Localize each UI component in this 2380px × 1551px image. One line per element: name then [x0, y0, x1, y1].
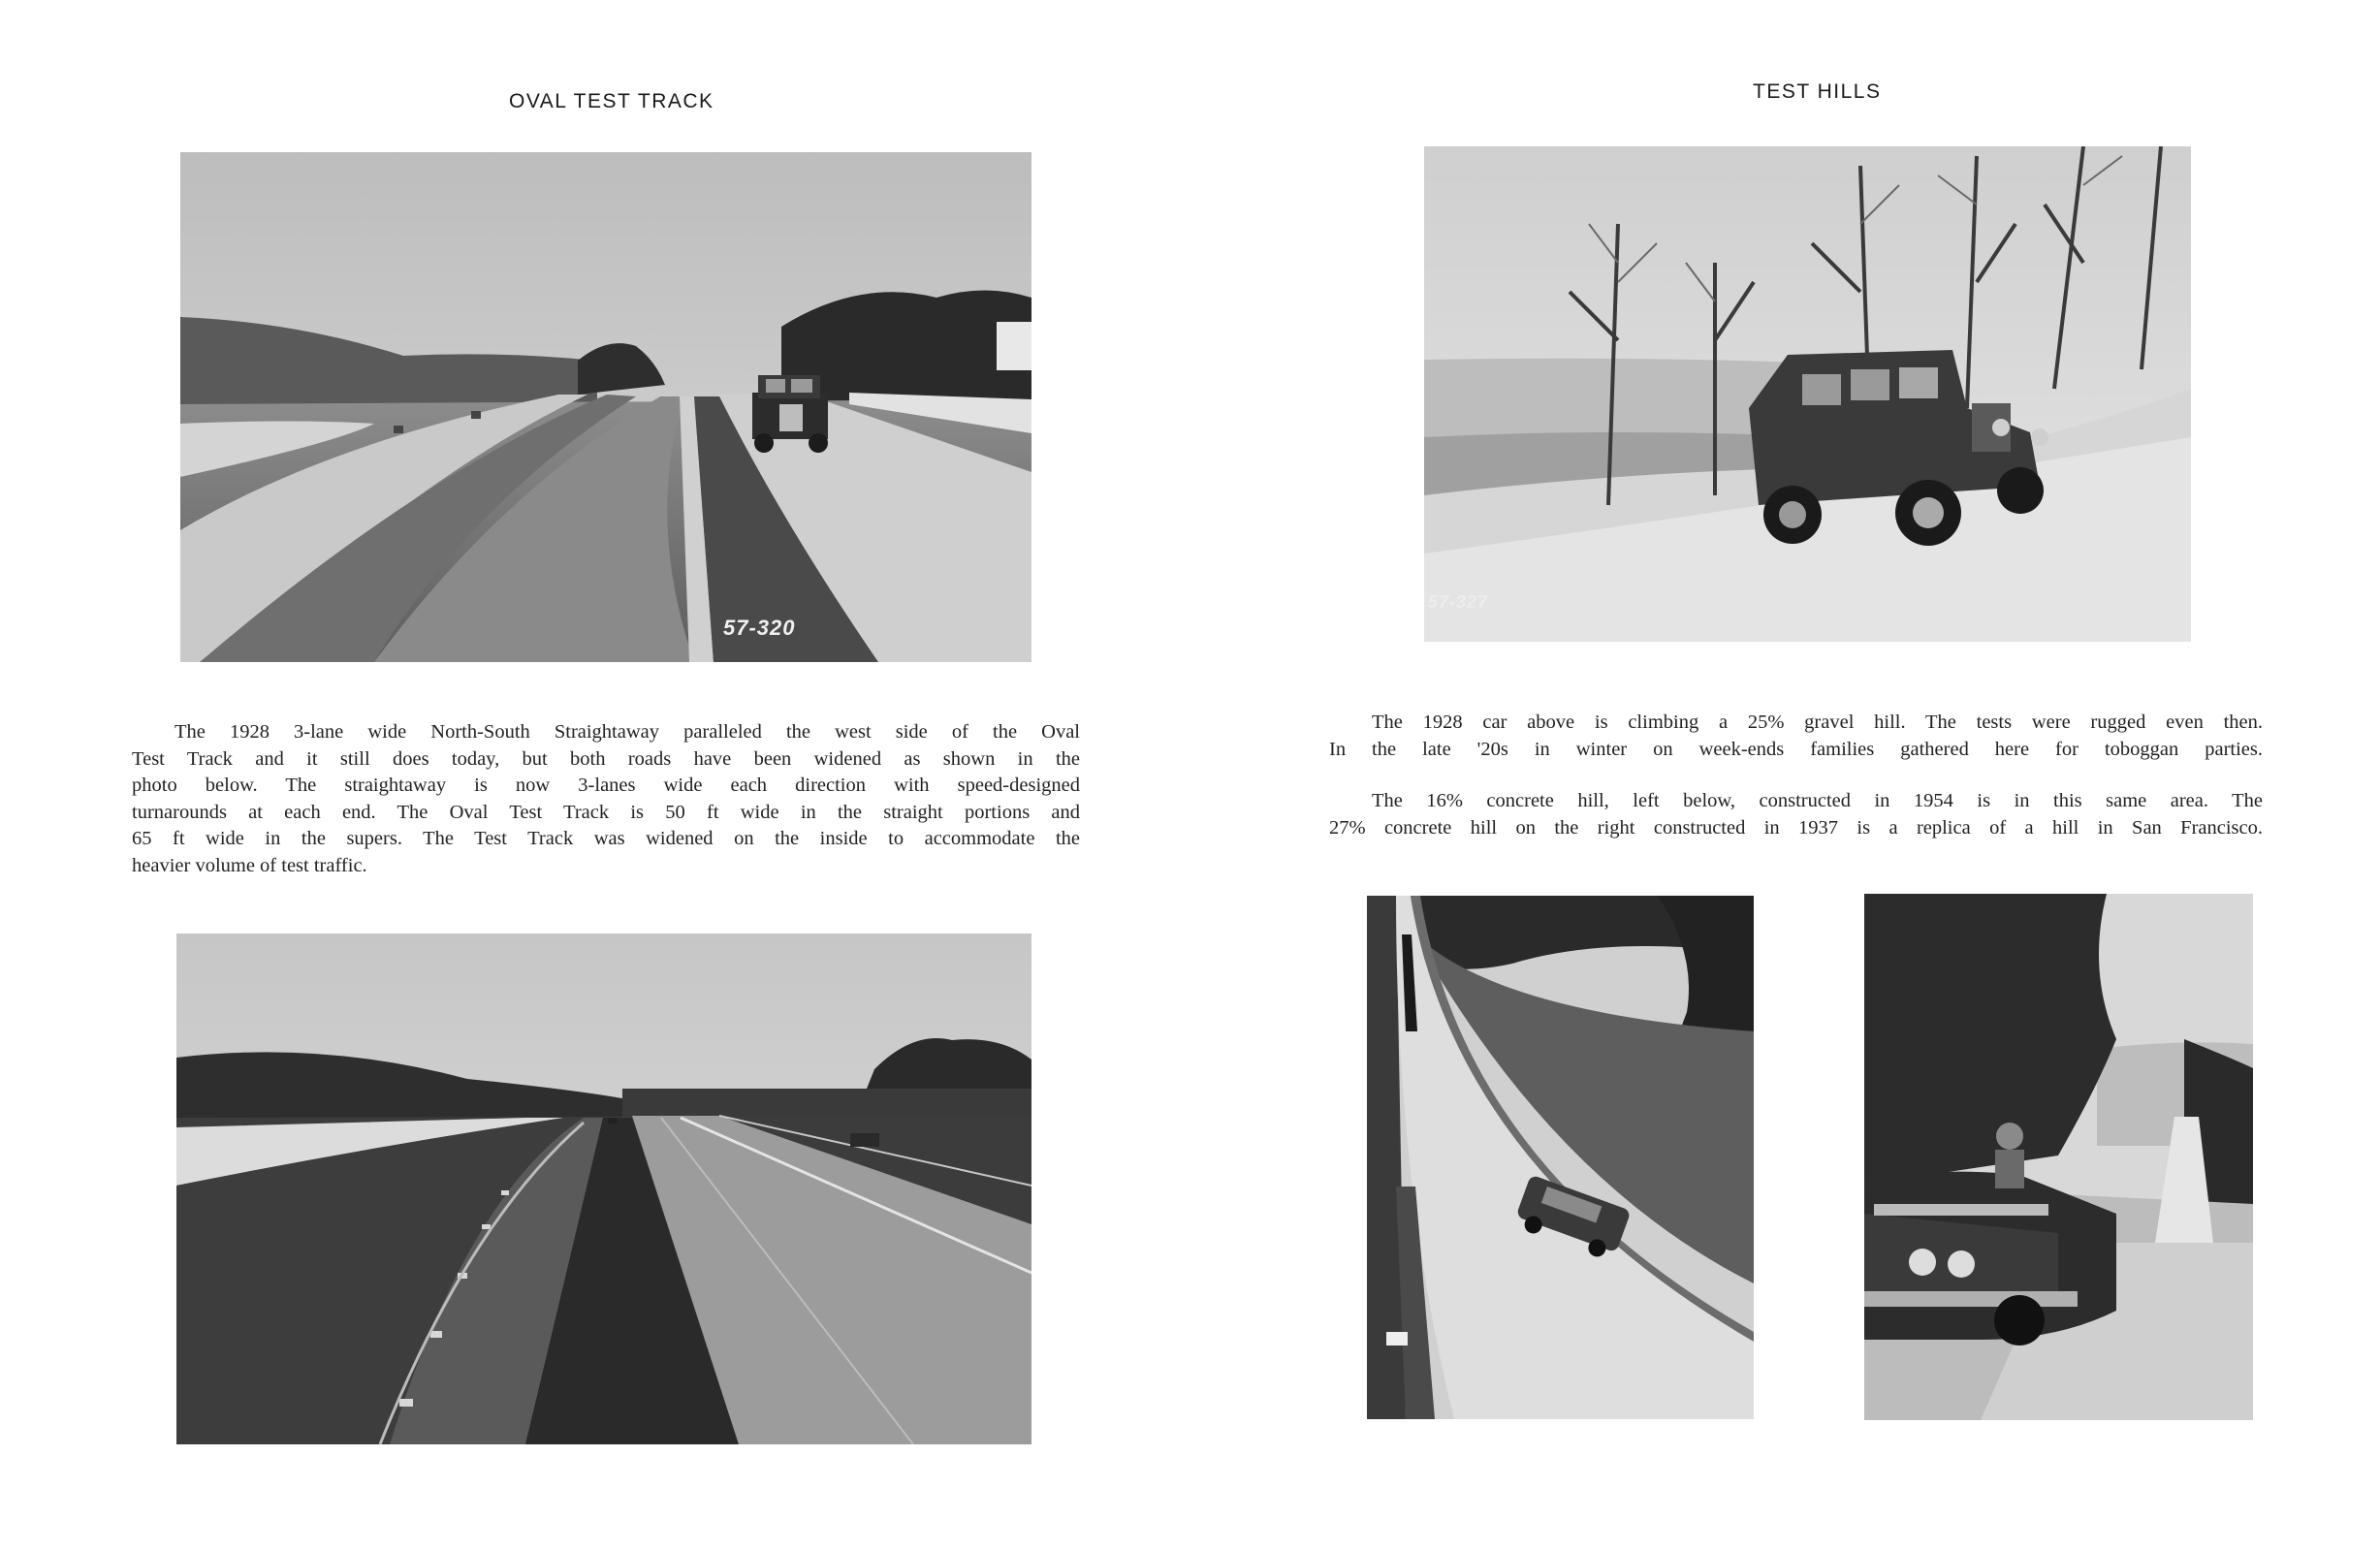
paragraph-line: turnarounds at each end. The Oval Test Track is 50 ft wide in the straight portions and: [132, 801, 1080, 823]
paragraph-line: In the late '20s in winter on week-ends families gathered here for toboggan parties.: [1329, 738, 2263, 760]
concrete-hills-paragraph: [1329, 788, 2263, 841]
paragraph-line: The 1928 car above is climbing a 25% gravel hill. The tests were rugged even then.: [1372, 712, 2263, 733]
photo-id-mark: 57-327: [1428, 592, 1489, 612]
paragraph-line: photo below. The straightaway is now 3-lanes wide each direction with speed-designed: [132, 775, 1080, 796]
paragraph-line: heavier volume of test traffic.: [132, 854, 367, 876]
gravel-hill-paragraph: [1329, 710, 2263, 763]
paragraph-line: The 1928 3-lane wide North-South Straightaway paralleled the west side of the Oval: [175, 721, 1080, 743]
page-title-oval-test-track: OVAL TEST TRACK: [509, 90, 714, 112]
right-page: [1190, 0, 2380, 1551]
straightaway-paragraph: [132, 719, 1080, 879]
photo-16-percent-concrete-hill: [1367, 896, 1754, 1419]
paragraph-line: Test Track and it still does today, but both roads have been widened as shown in the: [132, 747, 1080, 770]
paragraph-line: 27% concrete hill on the right constructed in 1937 is a replica of a hill in San Francisco.: [1329, 816, 2263, 839]
photo-1928-straightaway: [180, 152, 1031, 662]
photo-modern-straightaway: [176, 934, 1031, 1444]
paragraph-line: 65 ft wide in the supers. The Test Track was widened on the inside to accommodate the: [132, 828, 1080, 849]
paragraph-line: The 16% concrete hill, left below, constructed in 1954 is in this same area. The: [1372, 790, 2263, 811]
photo-27-percent-concrete-hill: [1864, 894, 2253, 1420]
photo-id-mark: 57-320: [723, 616, 796, 640]
photo-1928-car-gravel-hill: [1424, 146, 2191, 642]
page-title-test-hills: TEST HILLS: [1753, 80, 1882, 103]
